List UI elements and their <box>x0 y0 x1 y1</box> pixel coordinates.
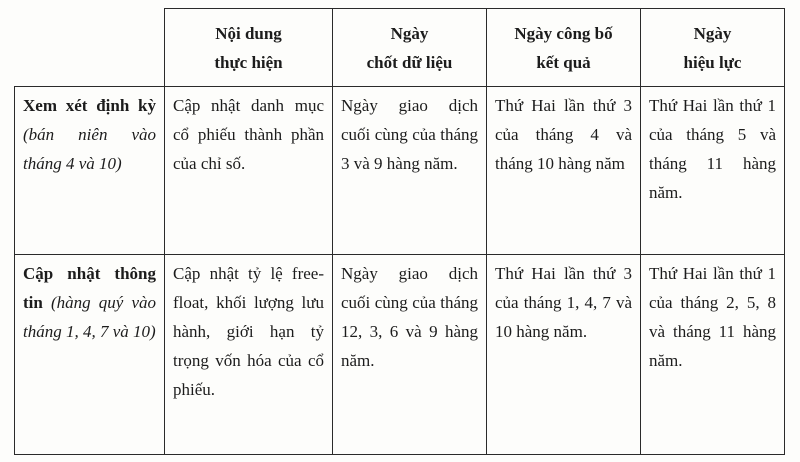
header-content <box>165 9 333 87</box>
row-note: (bán niên vào tháng 4 và 10) <box>23 125 156 173</box>
header-row <box>15 9 785 87</box>
header-data-cutoff <box>333 9 487 87</box>
header-announce-date <box>487 9 641 87</box>
header-effective-line2: hiệu lực <box>683 52 742 72</box>
cell-effective-date: Thứ Hai lần thứ 1 của tháng 5 và tháng 11 hàng năm. <box>641 87 785 255</box>
cell-announce-date: Thứ Hai lần thứ 3 của tháng 1, 4, 7 và 10 hàng năm. <box>487 255 641 455</box>
row-title: Cập nhật thông tin <box>23 264 156 312</box>
index-review-schedule-table <box>14 8 785 455</box>
row-header-info-update <box>15 255 165 455</box>
cell-content: Cập nhật tỷ lệ free-float, khối lượng lưu hành, giới hạn tỷ trọng vốn hóa của cổ phiếu. <box>165 255 333 455</box>
header-content-line1: Nội dung <box>215 23 282 43</box>
table-row <box>15 255 785 455</box>
row-title: Xem xét định kỳ <box>23 96 156 115</box>
header-content-line2: thực hiện <box>214 52 283 72</box>
table-row <box>15 87 785 255</box>
header-announce-line1: Ngày công bố <box>514 23 613 43</box>
row-header-periodic-review <box>15 87 165 255</box>
cell-data-cutoff: Ngày giao dịch cuối cùng của tháng 12, 3, 6 và 9 hàng năm. <box>333 255 487 455</box>
header-announce-line2: kết quả <box>536 52 591 72</box>
header-empty-cell <box>15 9 165 87</box>
header-data-cutoff-line2: chốt dữ liệu <box>366 52 453 72</box>
cell-data-cutoff: Ngày giao dịch cuối cùng của tháng 3 và 9 hàng năm. <box>333 87 487 255</box>
header-effective-line1: Ngày <box>693 23 732 43</box>
header-data-cutoff-line1: Ngày <box>390 23 429 43</box>
cell-announce-date: Thứ Hai lần thứ 3 của tháng 4 và tháng 10 hàng năm <box>487 87 641 255</box>
row-note: (hàng quý vào tháng 1, 4, 7 và 10) <box>23 293 156 341</box>
header-effective-date <box>641 9 785 87</box>
cell-effective-date: Thứ Hai lần thứ 1 của tháng 2, 5, 8 và tháng 11 hàng năm. <box>641 255 785 455</box>
cell-content: Cập nhật danh mục cổ phiếu thành phần của chỉ số. <box>165 87 333 255</box>
